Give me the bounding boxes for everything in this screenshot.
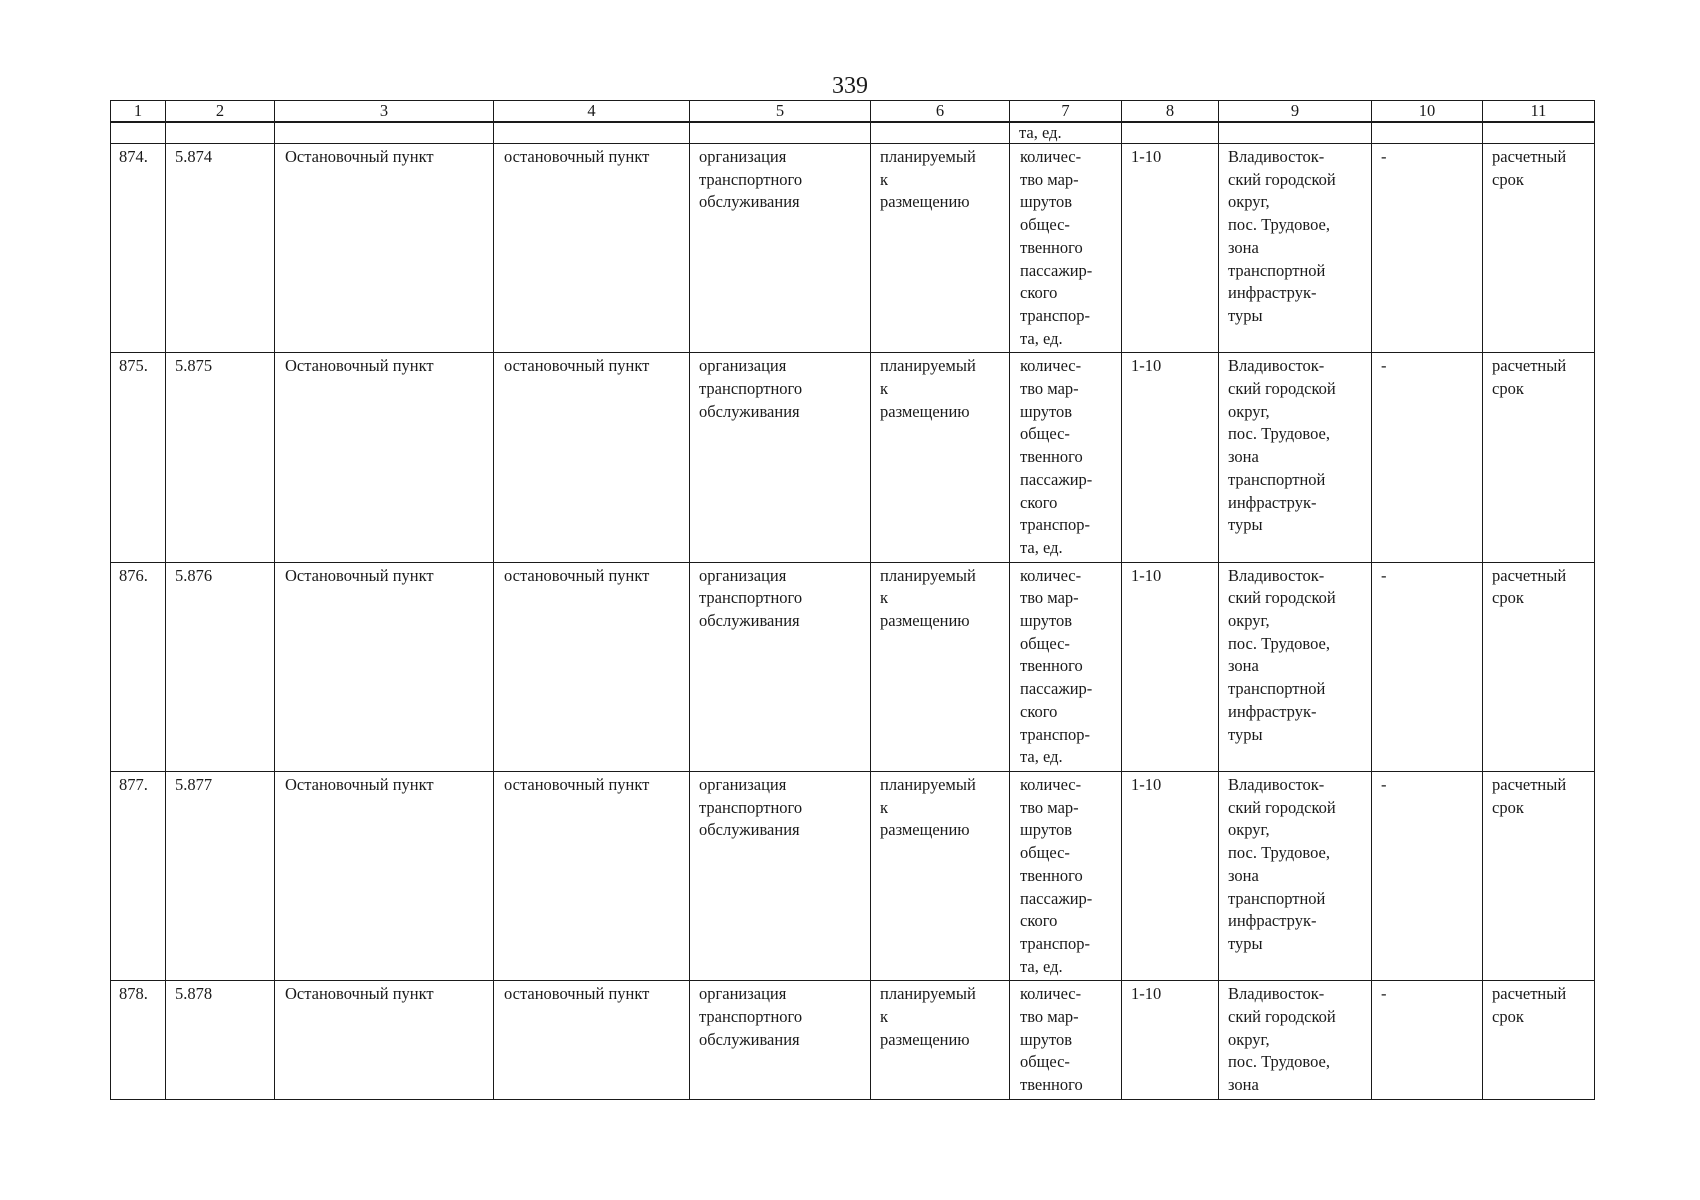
table-cell (1372, 122, 1483, 144)
table-cell: остановочный пункт (494, 144, 690, 353)
continuation-row (111, 122, 1595, 144)
table-cell: 874. (111, 144, 166, 353)
table-cell: 877. (111, 771, 166, 980)
table-cell: Остановочный пункт (275, 144, 494, 353)
table-cell: 1-10 (1122, 353, 1219, 562)
table-cell: остановочный пункт (494, 981, 690, 1100)
table-cell (166, 122, 275, 144)
table-cell (275, 122, 494, 144)
table-cell: Владивосток- ский городской округ, пос. Трудовое, зона транспортной инфраструк- туры (1219, 771, 1372, 980)
table-cell: организация транспортного обслуживания (690, 144, 871, 353)
table-cell: количес- тво мар- шрутов общес- твенного пассажир- ского транспор- та, ед. (1010, 144, 1122, 353)
column-header: 6 (871, 101, 1010, 123)
column-header: 1 (111, 101, 166, 123)
column-header: 7 (1010, 101, 1122, 123)
table-cell: 1-10 (1122, 144, 1219, 353)
table-cell: 1-10 (1122, 771, 1219, 980)
page-number: 339 (832, 73, 868, 99)
table-row (111, 981, 1595, 1100)
table-cell (494, 122, 690, 144)
table-cell: расчетный срок (1483, 771, 1595, 980)
table-cell: - (1372, 353, 1483, 562)
table-cell: расчетный срок (1483, 144, 1595, 353)
table-cell: расчетный срок (1483, 562, 1595, 771)
table-cell: планируемый к размещению (871, 771, 1010, 980)
table-cell: остановочный пункт (494, 562, 690, 771)
column-header: 5 (690, 101, 871, 123)
table-cell (690, 122, 871, 144)
table-cell: - (1372, 771, 1483, 980)
table-row (111, 562, 1595, 771)
table-cell: 5.874 (166, 144, 275, 353)
table-cell: организация транспортного обслуживания (690, 562, 871, 771)
table-cell: количес- тво мар- шрутов общес- твенного (1010, 981, 1122, 1100)
table-cell: 875. (111, 353, 166, 562)
column-header: 3 (275, 101, 494, 123)
column-header: 8 (1122, 101, 1219, 123)
header-row (111, 101, 1595, 123)
table-cell: количес- тво мар- шрутов общес- твенного пассажир- ского транспор- та, ед. (1010, 562, 1122, 771)
table-cell (111, 122, 166, 144)
table-cell: остановочный пункт (494, 771, 690, 980)
table-cell: - (1372, 981, 1483, 1100)
table-cell: 876. (111, 562, 166, 771)
table-cell (1122, 122, 1219, 144)
table-cell: 1-10 (1122, 562, 1219, 771)
table-cell: Остановочный пункт (275, 771, 494, 980)
table-cell: Остановочный пункт (275, 353, 494, 562)
table-cell: планируемый к размещению (871, 562, 1010, 771)
table-cell: - (1372, 144, 1483, 353)
table-cell: планируемый к размещению (871, 981, 1010, 1100)
table-cell: организация транспортного обслуживания (690, 771, 871, 980)
data-table (110, 100, 1595, 1100)
column-header: 4 (494, 101, 690, 123)
table-cell: количес- тво мар- шрутов общес- твенного пассажир- ского транспор- та, ед. (1010, 353, 1122, 562)
table-cell: 1-10 (1122, 981, 1219, 1100)
table-cell: 878. (111, 981, 166, 1100)
table-cell: организация транспортного обслуживания (690, 353, 871, 562)
table-cell: организация транспортного обслуживания (690, 981, 871, 1100)
table-row (111, 771, 1595, 980)
table-cell: 5.878 (166, 981, 275, 1100)
column-header: 11 (1483, 101, 1595, 123)
table-row (111, 144, 1595, 353)
table-cell (1219, 122, 1372, 144)
table-cell: - (1372, 562, 1483, 771)
table-cell: Владивосток- ский городской округ, пос. Трудовое, зона (1219, 981, 1372, 1100)
table-cell: 5.877 (166, 771, 275, 980)
table-cell: планируемый к размещению (871, 353, 1010, 562)
table-cell: Остановочный пункт (275, 981, 494, 1100)
column-header: 10 (1372, 101, 1483, 123)
table-row (111, 353, 1595, 562)
table-cell (1483, 122, 1595, 144)
table-cell: 5.876 (166, 562, 275, 771)
table-cell: расчетный срок (1483, 981, 1595, 1100)
table-cell: Владивосток- ский городской округ, пос. Трудовое, зона транспортной инфраструк- туры (1219, 353, 1372, 562)
table-cell (871, 122, 1010, 144)
table-cell: 5.875 (166, 353, 275, 562)
table-cell: та, ед. (1010, 122, 1122, 144)
column-header: 9 (1219, 101, 1372, 123)
table-cell: остановочный пункт (494, 353, 690, 562)
table-cell: Владивосток- ский городской округ, пос. Трудовое, зона транспортной инфраструк- туры (1219, 144, 1372, 353)
table-cell: количес- тво мар- шрутов общес- твенного пассажир- ского транспор- та, ед. (1010, 771, 1122, 980)
table-cell: планируемый к размещению (871, 144, 1010, 353)
table-cell: Владивосток- ский городской округ, пос. Трудовое, зона транспортной инфраструк- туры (1219, 562, 1372, 771)
table-cell: Остановочный пункт (275, 562, 494, 771)
table-cell: расчетный срок (1483, 353, 1595, 562)
column-header: 2 (166, 101, 275, 123)
